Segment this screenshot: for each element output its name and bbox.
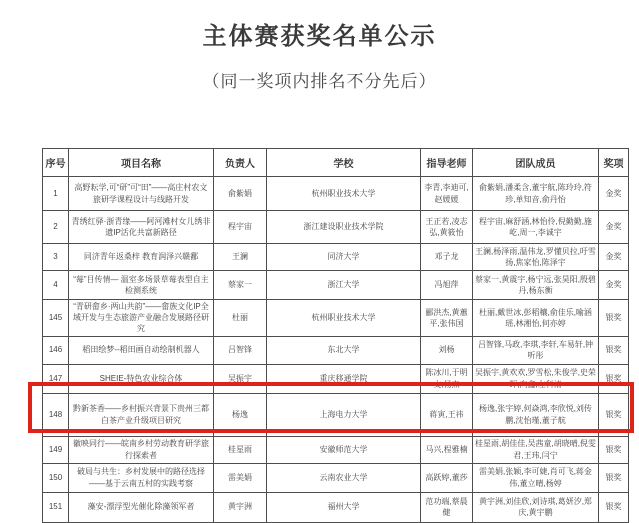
cell-advisors: 陈冰川,于明文,杨杰 — [421, 364, 473, 393]
cell-school: 东北大学 — [267, 336, 421, 364]
cell-no: 4 — [43, 271, 69, 300]
cell-school: 浙江大学 — [267, 271, 421, 300]
cell-award: 银奖 — [599, 492, 629, 522]
cell-members: 吴振宇,黄欢欢,罗雪松,朱俊学,史荣晖,向鑫,左科清 — [473, 364, 599, 393]
page-title: 主体赛获奖名单公示 — [202, 23, 437, 50]
cell-advisors: 邓子龙 — [421, 244, 473, 271]
cell-no: 146 — [43, 336, 69, 364]
cell-leader: 杜丽 — [214, 300, 267, 337]
cell-advisors: 郦洪杰,黄蕙平,张伟国 — [421, 300, 473, 337]
cell-project: “莓”目传情— 温室多场景草莓表型自主检测系统 — [69, 271, 214, 300]
award-table — [42, 148, 629, 523]
table-row — [43, 364, 629, 393]
cell-project: 高野耘学,可“研”可“田”——高庄村农文旅研学课程设计与线路开发 — [69, 177, 214, 211]
cell-school: 浙江建设职业技术学院 — [267, 211, 421, 244]
cell-award: 金奖 — [599, 211, 629, 244]
cell-leader: 程宇宙 — [214, 211, 267, 244]
cell-project: 藻安-漂浮型光催化除藻领军者 — [69, 492, 214, 522]
cell-no: 2 — [43, 211, 69, 244]
cell-project: SHEIE-特色农业综合体 — [69, 364, 214, 393]
header-award: 奖项 — [599, 149, 629, 177]
table-row — [43, 271, 629, 300]
cell-school: 重庆移通学院 — [267, 364, 421, 393]
table-row-highlighted — [43, 393, 629, 436]
cell-no: 149 — [43, 436, 69, 463]
cell-members: 程宇宙,麻舒涵,林怡伶,倪勤勤,施屹,周一,李诚宇 — [473, 211, 599, 244]
cell-members: 黄宇洲,刘佳欣,刘诗琪,葛妍汐,郑庆,黄宇鹏 — [473, 492, 599, 522]
cell-advisors: 蒋寅,王祎 — [421, 393, 473, 436]
cell-leader: 蔡家一 — [214, 271, 267, 300]
cell-advisors: 冯旭萍 — [421, 271, 473, 300]
cell-no: 150 — [43, 463, 69, 492]
cell-leader: 吕智锋 — [214, 336, 267, 364]
cell-project: 黔新茶香——乡村振兴背景下贵州三都白茶产业升级项目研究 — [69, 393, 214, 436]
page-subtitle: （同一奖项内排名不分先后） — [202, 72, 437, 91]
header-leader: 负责人 — [214, 149, 267, 177]
cell-members: 雷美娟,张颖,李可婕,肖可飞,蒋金伟,董立晴,杨婷 — [473, 463, 599, 492]
cell-leader: 俞紫娟 — [214, 177, 267, 211]
cell-project: 稻田绘梦--稻田画自动绘制机器人 — [69, 336, 214, 364]
cell-no: 148 — [43, 393, 69, 436]
cell-school: 杭州职业技术大学 — [267, 177, 421, 211]
cell-school: 福州大学 — [267, 492, 421, 522]
cell-award: 银奖 — [599, 336, 629, 364]
cell-leader: 王澜 — [214, 244, 267, 271]
cell-award: 银奖 — [599, 463, 629, 492]
header-project: 项目名称 — [69, 149, 214, 177]
cell-members: 桂星雨,胡佳佳,吴茜童,胡晓晴,倪雯君,王玮,闫宁 — [473, 436, 599, 463]
table-body — [43, 177, 629, 523]
cell-no: 147 — [43, 364, 69, 393]
header-members: 团队成员 — [473, 149, 599, 177]
cell-project: 青绣红驿·浙青缘——阿河滩村女儿绣非遗IP活化共富新路径 — [69, 211, 214, 244]
cell-project: 徽映同行——皖南乡村劳动教育研学旅行探索者 — [69, 436, 214, 463]
table-row — [43, 463, 629, 492]
cell-members: 杨逸,张宇婷,何焱鸿,李欣悦,刘传鹏,沈怡瑾,董子航 — [473, 393, 599, 436]
cell-leader: 黄宇洲 — [214, 492, 267, 522]
cell-award: 银奖 — [599, 436, 629, 463]
cell-leader: 桂星雨 — [214, 436, 267, 463]
cell-members: 吕智锋,马政,李琪,李轩,车易轩,钟听彤 — [473, 336, 599, 364]
header-advisors: 指导老师 — [421, 149, 473, 177]
table-row — [43, 300, 629, 337]
table-row — [43, 211, 629, 244]
cell-advisors: 李青,李迪可,赵媛媛 — [421, 177, 473, 211]
cell-advisors: 马兴,程雅楠 — [421, 436, 473, 463]
header-row — [43, 149, 629, 177]
cell-leader: 吴振宇 — [214, 364, 267, 393]
cell-school: 上海电力大学 — [267, 393, 421, 436]
cell-school: 杭州职业技术大学 — [267, 300, 421, 337]
cell-award: 银奖 — [599, 364, 629, 393]
table-header — [43, 149, 629, 177]
cell-leader: 杨逸 — [214, 393, 267, 436]
cell-award: 金奖 — [599, 271, 629, 300]
cell-project: 同济青年返桑梓 教育润泽兴赣鄱 — [69, 244, 214, 271]
cell-no: 145 — [43, 300, 69, 337]
cell-school: 同济大学 — [267, 244, 421, 271]
cell-award: 金奖 — [599, 244, 629, 271]
cell-members: 蔡家一,黄震宇,杨宁远,张昊阳,殷碧丹,杨东衡 — [473, 271, 599, 300]
table-row — [43, 336, 629, 364]
cell-school: 云南农业大学 — [267, 463, 421, 492]
table-row — [43, 244, 629, 271]
cell-advisors: 高跃婷,董莎 — [421, 463, 473, 492]
cell-project: 破局与共生：乡村发展中的路径选择——基于云南五村的实践考察 — [69, 463, 214, 492]
cell-project: “青研畲乡·两山共韵”——畲族文化IP全域开发与生态旅游产业融合发展路径研究 — [69, 300, 214, 337]
cell-school: 安徽师范大学 — [267, 436, 421, 463]
cell-leader: 雷美娟 — [214, 463, 267, 492]
header-no: 序号 — [43, 149, 69, 177]
cell-no: 3 — [43, 244, 69, 271]
cell-award: 银奖 — [599, 393, 629, 436]
cell-members: 俞紫娟,潘柔含,董宇航,陈玲玲,符珍,单知音,俞丹怡 — [473, 177, 599, 211]
cell-advisors: 范功端,蔡晨健 — [421, 492, 473, 522]
cell-award: 银奖 — [599, 300, 629, 337]
cell-members: 杜丽,戴世冰,彭稻穰,俞佳乐,喻涵瑶,林湘怡,何亦婷 — [473, 300, 599, 337]
table-row — [43, 177, 629, 211]
cell-advisors: 王正若,凌志弘,黄筱怡 — [421, 211, 473, 244]
table-row — [43, 436, 629, 463]
cell-members: 王澜,杨泽雨,温伟龙,罗懂贝拉,吁雪扬,焦家怡,陈泽宇 — [473, 244, 599, 271]
cell-no: 151 — [43, 492, 69, 522]
cell-award: 金奖 — [599, 177, 629, 211]
cell-advisors: 刘杨 — [421, 336, 473, 364]
cell-no: 1 — [43, 177, 69, 211]
header-school: 学校 — [267, 149, 421, 177]
